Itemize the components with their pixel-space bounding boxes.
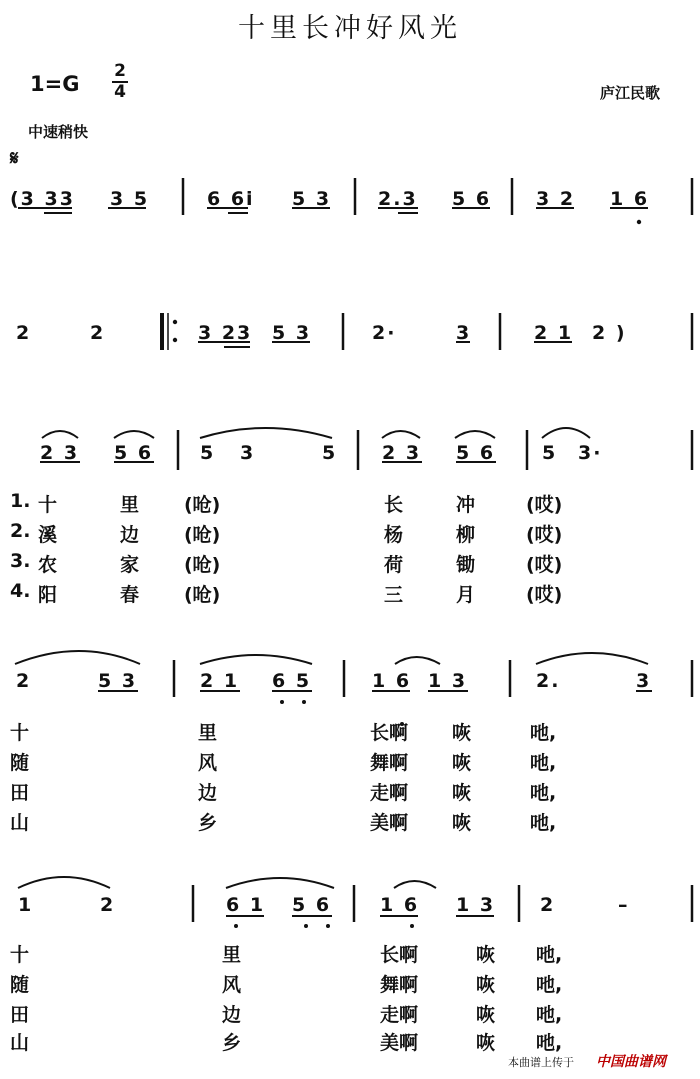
lyric: (哎) (526, 524, 563, 546)
row2-m1b: 2 (90, 322, 106, 344)
lyric: 春 (120, 584, 140, 606)
row2-m3b: 3 (456, 322, 472, 344)
row3-n7: 5 6 (456, 442, 496, 464)
lyric: (哎) (526, 584, 563, 606)
row4-n4: 6 5 (272, 670, 312, 692)
lyric: 吔, (536, 1004, 563, 1026)
lyric: 溪 (38, 524, 58, 546)
row3-n5: 5 (322, 442, 338, 464)
verse-number: 3. (10, 550, 31, 572)
row5-n3: 6 1 (226, 894, 266, 916)
lyric: 里 (222, 944, 242, 966)
row2-m2a: 3 23 (198, 322, 253, 344)
row4-n1: 2 (16, 670, 32, 692)
row5-n5: 1 6 (380, 894, 420, 916)
lyric: 三 (384, 584, 404, 606)
lyric: 咴 (452, 752, 472, 774)
lyric: 冲 (456, 494, 476, 516)
row1-m4a: 3 2 (536, 188, 576, 210)
row2-m3a: 2· (372, 322, 397, 344)
site-logo: 中国曲谱网 (596, 1054, 666, 1070)
row3-n3: 5 (200, 442, 216, 464)
row1-m1a: (3 33 (10, 188, 75, 210)
row1-m1b: 3 5 (110, 188, 150, 210)
row4-n2: 5 3 (98, 670, 138, 692)
lyric: 吔, (530, 812, 557, 834)
row4-n5: 1 6 (372, 670, 412, 692)
lyric: 十 (10, 944, 30, 966)
lyric: 阳 (38, 584, 58, 606)
segno-icon: 𝄋 (10, 146, 19, 170)
row5-n2: 2 (100, 894, 116, 916)
lyric: 吔, (530, 752, 557, 774)
row5-n7: 2 (540, 894, 556, 916)
lyric: 农 (38, 554, 58, 576)
lyric: (呛) (184, 584, 221, 606)
lyric: 吔, (536, 944, 563, 966)
lyric: 边 (222, 1004, 242, 1026)
lyric: 长啊 (370, 722, 409, 744)
row2-m1a: 2 (16, 322, 32, 344)
lyric: 里 (198, 722, 218, 744)
tempo-marking: 中速稍快 (28, 123, 89, 141)
song-source: 庐江民歌 (600, 84, 661, 102)
lyric: 走啊 (380, 1004, 419, 1026)
lyric: (哎) (526, 494, 563, 516)
row1-m3a: 2.3 (378, 188, 418, 210)
lyric: 随 (10, 752, 30, 774)
lyric: 乡 (198, 812, 218, 834)
lyric: 咴 (476, 974, 496, 996)
lyric: 随 (10, 974, 30, 996)
lyric: (呛) (184, 494, 221, 516)
lyric: 山 (10, 1032, 30, 1054)
row5-n8: – (618, 894, 630, 916)
lyric: 长 (384, 494, 404, 516)
lyric: (呛) (184, 524, 221, 546)
upload-note: 本曲谱上传于 (508, 1056, 574, 1069)
row5-n6: 1 3 (456, 894, 496, 916)
row1-m4b: 1 6 (610, 188, 650, 210)
key-signature: 1=G (30, 72, 80, 96)
lyric: 舞啊 (370, 752, 409, 774)
row3-n9: 3· (578, 442, 603, 464)
lyric: 长啊 (380, 944, 419, 966)
lyric: 里 (120, 494, 140, 516)
row3-n2: 5 6 (114, 442, 154, 464)
lyric: 走啊 (370, 782, 409, 804)
score-title: 十里长冲好风光 (238, 13, 462, 44)
lyric: 山 (10, 812, 30, 834)
lyric: 吔, (536, 974, 563, 996)
row3-n1: 2 3 (40, 442, 80, 464)
time-signature-top: 2 (114, 61, 126, 81)
row4-n8: 3 (636, 670, 652, 692)
lyric: 美啊 (380, 1032, 419, 1054)
row4-n6: 1 3 (428, 670, 468, 692)
lyric: 咴 (476, 1032, 496, 1054)
row1-m3b: 5 6 (452, 188, 492, 210)
lyric: 杨 (384, 524, 404, 546)
lyric: 十 (38, 494, 58, 516)
lyric: 风 (222, 974, 242, 996)
lyric: 咴 (452, 722, 472, 744)
lyric: 边 (120, 524, 140, 546)
row1-m2b: 5 3 (292, 188, 332, 210)
row4-n7: 2. (536, 670, 561, 692)
lyric: 吔, (530, 782, 557, 804)
lyric: 吔, (536, 1032, 563, 1054)
lyric: (呛) (184, 554, 221, 576)
lyric: 咴 (476, 1004, 496, 1026)
verse-number: 2. (10, 520, 31, 542)
lyric: 美啊 (370, 812, 409, 834)
lyric: 柳 (456, 524, 476, 546)
lyric: 咴 (452, 812, 472, 834)
verse-number: 4. (10, 580, 31, 602)
lyric: 田 (10, 1004, 30, 1026)
lyric: 咴 (476, 944, 496, 966)
lyric: 咴 (452, 782, 472, 804)
row5-n4: 5 6 (292, 894, 332, 916)
lyric: 田 (10, 782, 30, 804)
lyric: 荷 (384, 554, 404, 576)
time-signature-bottom: 4 (114, 82, 126, 102)
lyric: 月 (456, 584, 476, 606)
lyric: 风 (198, 752, 218, 774)
row5-n1: 1 (18, 894, 34, 916)
lyric: 舞啊 (380, 974, 419, 996)
verse-number: 1. (10, 490, 31, 512)
row2-m4a: 2 1 (534, 322, 574, 344)
row3-n6: 2 3 (382, 442, 422, 464)
row4-n3: 2 1 (200, 670, 240, 692)
row3-n8: 5 (542, 442, 558, 464)
lyric: 吔, (530, 722, 557, 744)
row1-m2a: 6 6i (207, 188, 255, 210)
lyric: 锄 (456, 554, 476, 576)
lyric: 边 (198, 782, 218, 804)
lyric: 乡 (222, 1032, 242, 1054)
row3-n4: 3 (240, 442, 256, 464)
lyric: (哎) (526, 554, 563, 576)
row2-m4b: 2 ) (592, 322, 627, 344)
row2-m2b: 5 3 (272, 322, 312, 344)
lyric: 家 (120, 554, 140, 576)
lyric: 十 (10, 722, 30, 744)
